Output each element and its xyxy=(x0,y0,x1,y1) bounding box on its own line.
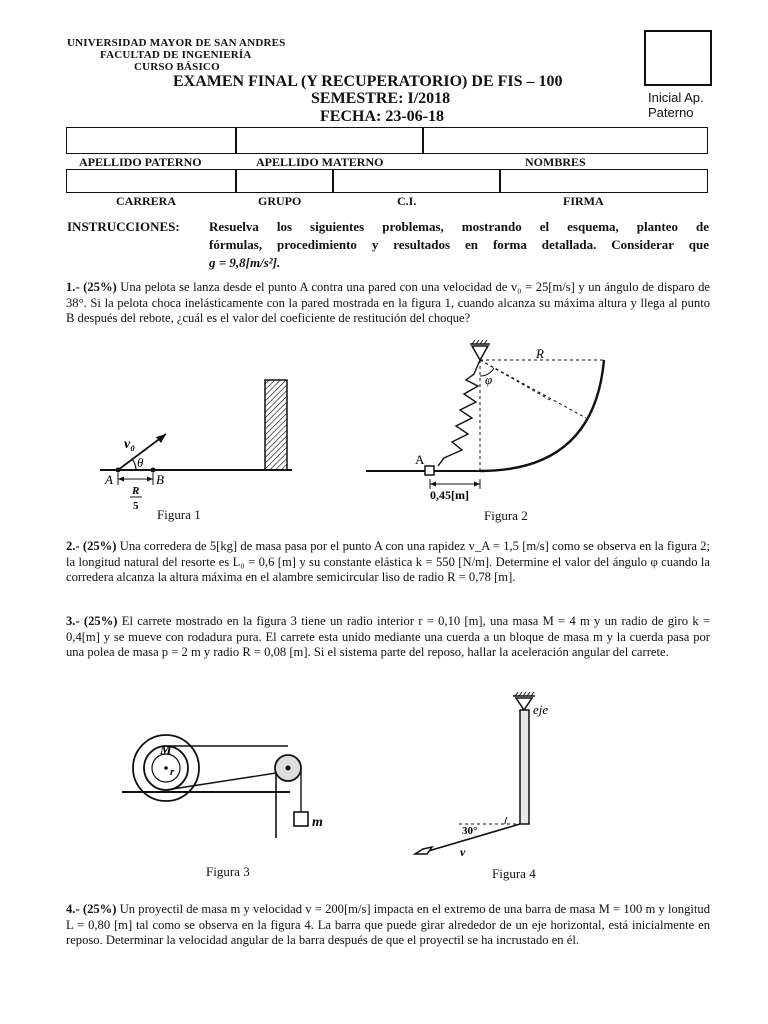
label-apellido-materno: APELLIDO MATERNO xyxy=(256,155,384,169)
problem-1-weight: (25%) xyxy=(83,280,117,294)
problem-2-weight: (25%) xyxy=(82,539,117,553)
label-firma: FIRMA xyxy=(563,194,604,208)
fig2-slider xyxy=(425,466,434,475)
instructions-line-3: g = 9,8[m/s²]. xyxy=(209,255,281,270)
fig4-label-v: v xyxy=(460,845,466,859)
label-grupo: GRUPO xyxy=(258,194,302,208)
fig1-point-b xyxy=(151,468,156,473)
problem-1 xyxy=(66,280,710,327)
figure-1-caption: Figura 1 xyxy=(157,507,201,522)
problem-4 xyxy=(66,902,710,949)
fig3-label-m-upper: M xyxy=(160,742,172,757)
initial-box-caption xyxy=(648,90,704,120)
fig1-dim-arrow-left xyxy=(118,477,124,482)
initial-box-caption-line2: Paterno xyxy=(648,105,694,120)
exam-date: FECHA: 23-06-18 xyxy=(320,108,444,125)
fig1-label-five: 5 xyxy=(133,500,139,512)
figure-4 xyxy=(405,688,575,863)
fig1-label-r: R xyxy=(132,485,140,497)
exam-title: EXAMEN FINAL (Y RECUPERATORIO) DE FIS – 100 xyxy=(173,73,563,90)
fig4-angle-arc xyxy=(505,817,507,824)
fig2-dim-arrow-right xyxy=(474,482,480,487)
problem-1-number: 1.- xyxy=(66,280,80,294)
instructions-line-1: Resuelva los siguientes problemas, mostrando el esquema, planteo de xyxy=(209,219,709,234)
course-name: CURSO BÁSICO xyxy=(134,61,220,73)
problem-3 xyxy=(66,614,710,661)
form-row-2 xyxy=(66,169,708,193)
initial-box-caption-line1: Inicial Ap. xyxy=(648,90,704,105)
figure-3-caption: Figura 3 xyxy=(206,864,250,879)
fig1-arrowhead xyxy=(156,434,166,443)
fig1-label-b: B xyxy=(156,472,164,487)
fig1-wall xyxy=(265,380,287,470)
problem-3-weight: (25%) xyxy=(83,614,118,628)
fig4-label-eje: eje xyxy=(533,702,549,717)
fig2-pivot xyxy=(472,346,488,360)
fig1-dim-arrow-right xyxy=(147,477,153,482)
fig1-point-a xyxy=(116,468,121,473)
fig4-projectile xyxy=(415,847,432,854)
fig3-spool-center xyxy=(164,766,168,770)
problem-2-text: Una corredera de 5[kg] de masa pasa por el punto A con una rapidez v_A = 1,5 [m/s] como se observa en la figura 2; la longitud natural del resorte es L₀ = 0,6 [m] y su constante elástica k = 550 [N/m]. Determine el valor del ángulo φ cuando la corredera alcanza la altura máxima en el alambre semicircular liso de radio R = 0,78 [m]. xyxy=(66,539,710,584)
fig1-label-v0: v₀ xyxy=(124,437,136,452)
problem-4-weight: (25%) xyxy=(82,902,117,916)
figure-2-caption: Figura 2 xyxy=(484,508,528,523)
figure-4-caption: Figura 4 xyxy=(492,866,536,881)
fig2-label-phi: φ xyxy=(485,372,493,387)
label-carrera: CARRERA xyxy=(116,194,176,208)
problem-1-text: Una pelota se lanza desde el punto A contra una pared con una velocidad de v₀ = 25[m/s] y un ángulo de disparo de 38°. Si la pelota choca inelásticamente con la pared mostrada en la figura 1, cuando alcanza su máxima altura y llega al punto B después del rebote, ¿cuál es el valor del coeficiente de restitución del choque? xyxy=(66,280,711,325)
fig1-angle-arc xyxy=(132,459,136,470)
problem-3-number: 3.- xyxy=(66,614,80,628)
fig3-pulley-center xyxy=(286,766,291,771)
fig2-label-a: A xyxy=(415,452,425,467)
faculty-name: FACULTAD DE INGENIERÍA xyxy=(100,49,252,61)
fig2-label-dist: 0,45[m] xyxy=(430,488,469,502)
fig4-bar xyxy=(520,710,529,824)
instructions-label: INSTRUCCIONES: xyxy=(67,219,180,234)
fig3-block xyxy=(294,812,308,826)
problem-4-number: 4.- xyxy=(66,902,80,916)
label-nombres: NOMBRES xyxy=(525,155,586,169)
fig3-label-m-lower: m xyxy=(312,815,323,830)
initial-box[interactable] xyxy=(644,30,712,86)
fig4-label-angle: 30° xyxy=(462,825,478,837)
fig2-spring xyxy=(438,360,480,466)
fig3-label-r: r xyxy=(170,766,175,778)
fig4-pivot xyxy=(516,698,532,710)
fig1-label-theta: θ xyxy=(137,455,144,470)
fig2-semicircle xyxy=(480,360,604,471)
form-row-1 xyxy=(66,127,708,154)
problem-2 xyxy=(66,539,710,586)
problem-2-number: 2.- xyxy=(66,539,80,553)
instructions-text xyxy=(209,218,709,272)
semester: SEMESTRE: I/2018 xyxy=(311,90,451,107)
problem-3-text: El carrete mostrado en la figura 3 tiene un radio interior r = 0,10 [m], una masa M = 4 m y un radio de giro k = 0,4[m] y se mueve con rodadura pura. El carrete esta unido mediante una cuerda a un bloque de masa m y la cuerda pasa por una polea de masa p = 2 m y radio R = 0,08 [m]. Si el sistema parte del reposo, hallar la aceleración angular del carrete. xyxy=(66,614,710,659)
label-apellido-paterno: APELLIDO PATERNO xyxy=(79,155,202,169)
instructions-line-2: fórmulas, procedimiento y resultados en forma detallada. Considerar que xyxy=(209,237,709,252)
fig2-dim-arrow-left xyxy=(430,482,436,487)
label-ci: C.I. xyxy=(397,194,417,208)
fig1-label-a: A xyxy=(105,472,113,487)
figure-3 xyxy=(118,730,348,855)
problem-4-text: Un proyectil de masa m y velocidad v = 200[m/s] impacta en el extremo de una barra de masa M = 100 m y longitud L = 0,80 [m] tal como se observa en la figura 4. La barra que puede girar alrededor de un eje horizontal, está inicialmente en reposo. Determinar la velocidad angular de la barra después de que el proyectil se ha incrustado en él. xyxy=(66,902,710,947)
university-name: UNIVERSIDAD MAYOR DE SAN ANDRES xyxy=(67,37,286,49)
fig2-label-r: R xyxy=(536,346,544,361)
figure-1 xyxy=(92,370,307,520)
figure-2 xyxy=(362,336,622,511)
